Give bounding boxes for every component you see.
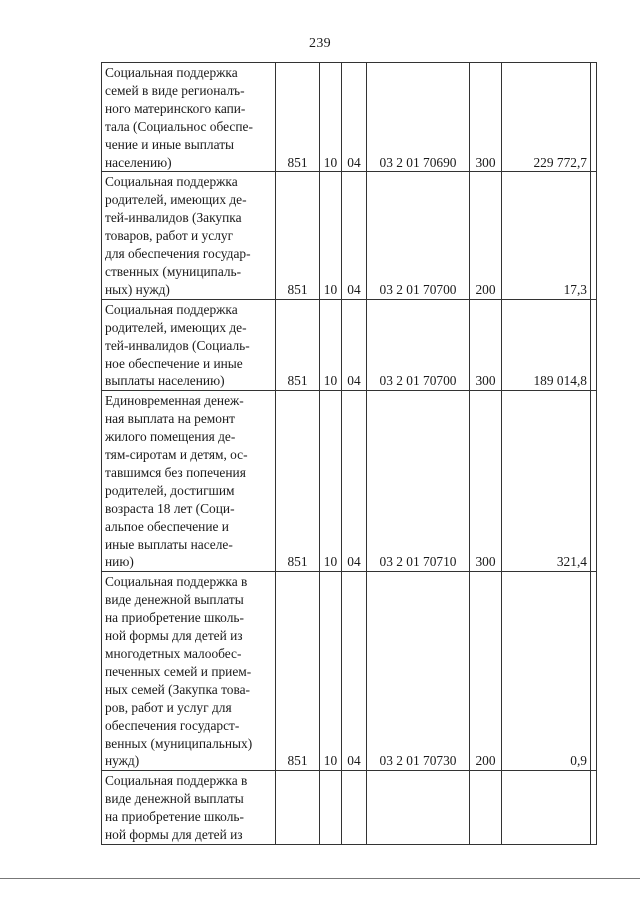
page-number: 239 xyxy=(309,36,331,51)
row-section-code: 10 xyxy=(320,172,342,299)
row-target-article: 03 2 01 70710 xyxy=(367,391,470,572)
row-subsection-code: 04 xyxy=(342,172,367,299)
row-description: Социальная поддержка семей в виде регионалъ- ного материнского капи- тала (Социальнос обеспе- чение и иные выплаты населению) xyxy=(102,63,276,172)
row-description: Единовременная денеж- ная выплата на ремонт жилого помещения де- тям-сиротам и детям, ос- тавшимся без попечения родителей, достигшим возраста 18 лет (Соци- альпое обеспечение и иные выплаты населе- нию) xyxy=(102,391,276,572)
row-ministry-code: 851 xyxy=(276,391,320,572)
row-amount: 321,4 xyxy=(502,391,591,572)
row-target-article: 03 2 01 70690 xyxy=(367,63,470,172)
row-section-code: 10 xyxy=(320,572,342,771)
row-spacer xyxy=(591,63,597,172)
row-amount: 229 772,7 xyxy=(502,63,591,172)
row-amount: 189 014,8 xyxy=(502,299,591,391)
row-expense-type: 200 xyxy=(470,572,502,771)
row-section-code: 10 xyxy=(320,63,342,172)
row-ministry-code xyxy=(276,771,320,845)
row-subsection-code: 04 xyxy=(342,391,367,572)
row-spacer xyxy=(591,172,597,299)
table-row xyxy=(102,63,597,172)
row-expense-type: 200 xyxy=(470,172,502,299)
row-target-article: 03 2 01 70700 xyxy=(367,172,470,299)
row-spacer xyxy=(591,391,597,572)
table-row xyxy=(102,299,597,391)
row-spacer xyxy=(591,299,597,391)
row-spacer xyxy=(591,572,597,771)
table-body xyxy=(102,63,597,845)
row-ministry-code: 851 xyxy=(276,572,320,771)
row-amount xyxy=(502,771,591,845)
budget-table xyxy=(101,62,597,845)
row-subsection-code: 04 xyxy=(342,572,367,771)
bottom-rule xyxy=(0,878,640,879)
row-section-code xyxy=(320,771,342,845)
row-subsection-code: 04 xyxy=(342,299,367,391)
row-target-article: 03 2 01 70730 xyxy=(367,572,470,771)
row-ministry-code: 851 xyxy=(276,63,320,172)
table-row xyxy=(102,391,597,572)
row-subsection-code: 04 xyxy=(342,63,367,172)
row-spacer xyxy=(591,771,597,845)
row-expense-type: 300 xyxy=(470,391,502,572)
row-amount: 17,3 xyxy=(502,172,591,299)
row-ministry-code: 851 xyxy=(276,172,320,299)
table-row xyxy=(102,172,597,299)
row-ministry-code: 851 xyxy=(276,299,320,391)
row-description: Социальная поддержка родителей, имеющих де- тей-инвалидов (Социаль- ное обеспечение и иные выплаты населению) xyxy=(102,299,276,391)
row-description: Социальная поддержка в виде денежной выплаты на приобретение школь- ной формы для детей из многодетных малообес- печенных семей и прием- ных семей (Закупка това- ров, работ и услуг для обеспечения государст- венных (муниципальных) нужд) xyxy=(102,572,276,771)
row-amount: 0,9 xyxy=(502,572,591,771)
row-expense-type: 300 xyxy=(470,63,502,172)
row-description: Социальная поддержка в виде денежной выплаты на приобретение школь- ной формы для детей из xyxy=(102,771,276,845)
row-target-article: 03 2 01 70700 xyxy=(367,299,470,391)
row-expense-type xyxy=(470,771,502,845)
row-target-article xyxy=(367,771,470,845)
row-subsection-code xyxy=(342,771,367,845)
table-row xyxy=(102,572,597,771)
row-expense-type: 300 xyxy=(470,299,502,391)
row-section-code: 10 xyxy=(320,391,342,572)
row-description: Социальная поддержка родителей, имеющих де- тей-инвалидов (Закупка товаров, работ и услуг для обеспечения государ- ственных (муниципаль- ных) нужд) xyxy=(102,172,276,299)
table-row xyxy=(102,771,597,845)
row-section-code: 10 xyxy=(320,299,342,391)
